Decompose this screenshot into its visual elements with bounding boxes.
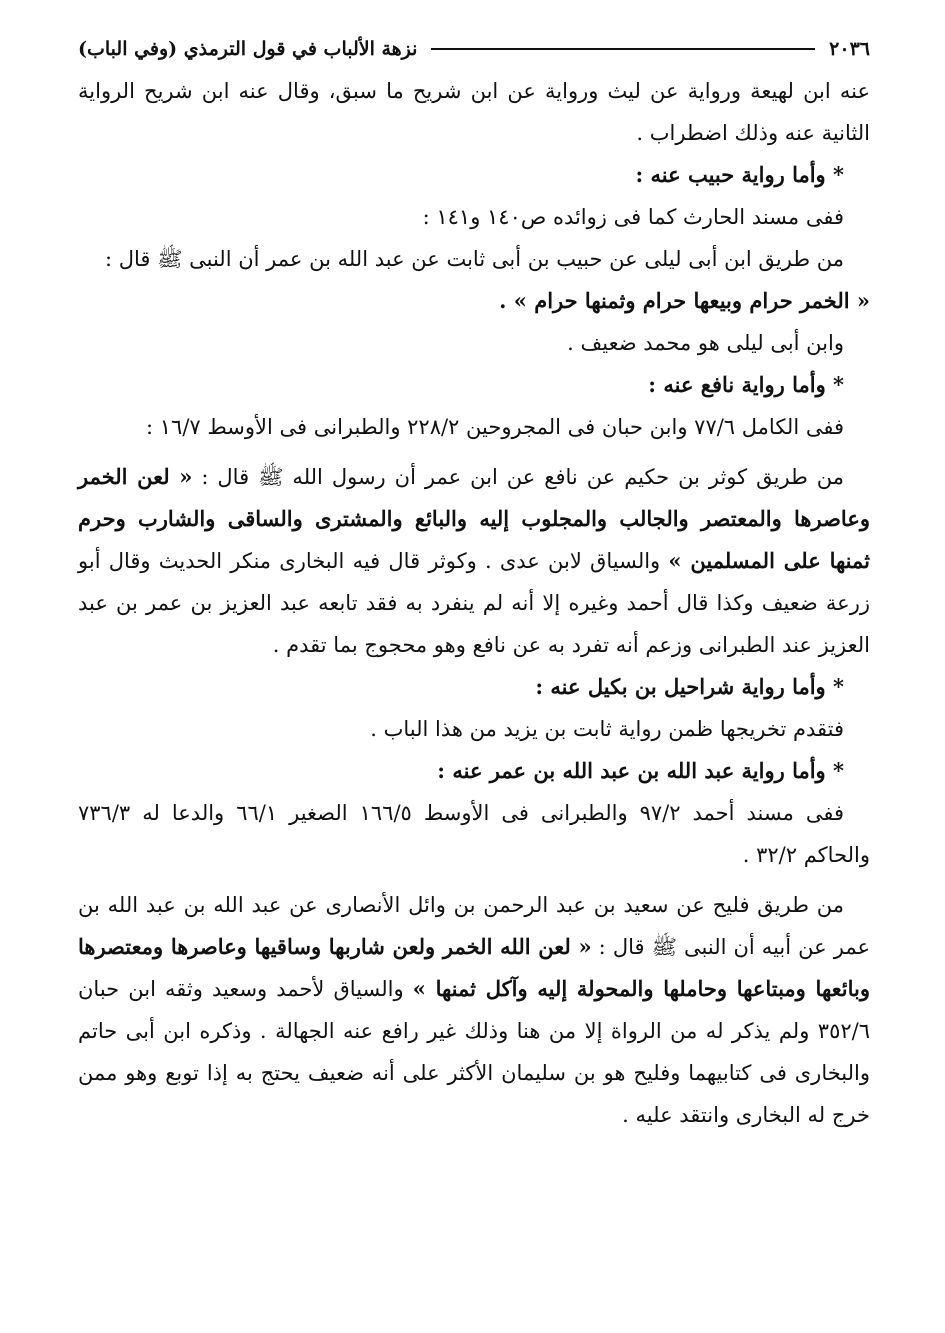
paragraph: وابن أبى ليلى هو محمد ضعيف . [567, 331, 844, 355]
paragraph: ففى مسند أحمد ٩٧/٢ والطبرانى فى الأوسط ١٦٦/٥ الصغير ٦٦/١ والدعا له ٧٣٦/٣ والحاكم ٣٢/٢ . [78, 801, 870, 867]
hadith-quote: « لعن الله الخمر ولعن شاربها وساقيها وعاصرها ومعتصرها وبائعها ومبتاعها وحاملها والمحولة إليه وآكل ثمنها » [78, 934, 870, 1001]
paragraph: عنه ابن لهيعة ورواية عن ليث ورواية عن ابن شريح ما سبق، وقال عنه ابن شريح الرواية الثانية عنه وذلك اضطراب . [78, 79, 870, 145]
paragraph: ففى مسند الحارث كما فى زوائده ص١٤٠ و١٤١ : [422, 205, 844, 229]
book-page [78, 28, 870, 1136]
section-heading: * وأما رواية عبد الله بن عبد الله بن عمر عنه : [437, 758, 844, 783]
section-heading: * وأما رواية حبيب عنه : [635, 162, 844, 187]
paragraph: من طريق ابن أبى ليلى عن حبيب بن أبى ثابت عن عبد الله بن عمر أن النبى ﷺ قال : [104, 247, 844, 271]
paragraph-text: من طريق كوثر بن حكيم عن نافع عن ابن عمر أن رسول الله ﷺ قال : [192, 465, 845, 489]
section-heading: * وأما رواية شراحيل بن بكيل عنه : [535, 674, 844, 699]
hadith-quote: « الخمر حرام وبيعها حرام وثمنها حرام » . [499, 288, 870, 313]
hadith-quote: « لعن الخمر وعاصرها والمعتصر والجالب والمجلوب إليه والبائع والمشترى والساقى والشارب وحرم ثمنها على المسلمين » [78, 464, 870, 573]
spacer [78, 876, 870, 884]
paragraph: ففى الكامل ٧٧/٦ وابن حبان فى المجروحين ٢٢٨/٢ والطبرانى فى الأوسط ١٦/٧ : [146, 415, 844, 439]
header-rule [431, 48, 815, 50]
running-title: نزهة الألباب في قول الترمذي (وفي الباب) [78, 38, 418, 60]
paragraph [78, 884, 870, 1136]
spacer [78, 448, 870, 456]
page-body [78, 70, 870, 1136]
paragraph: فتقدم تخريجها ظمن رواية ثابت بن يزيد من هذا الباب . [370, 717, 844, 741]
paragraph-text: والسياق لابن عدى . وكوثر قال فيه البخارى منكر الحديث وقال أبو زرعة ضعيف وكذا قال أحمد وغيره إلا أنه لم ينفرد به فقد تابعه عبد العزيز بن عمر بن عبد العزيز عند الطبرانى وزعم أنه تفرد به عن نافع وهو محجوج بما تقدم . [78, 549, 870, 657]
page-number: ٢٠٣٦ [829, 38, 870, 60]
page-header [78, 28, 870, 70]
paragraph-text: والسياق لأحمد وسعيد وثقه ابن حبان ٣٥٢/٦ ولم يذكر له من الرواة إلا من هنا وذلك غير رافع عنه الجهالة . وذكره ابن أبى حاتم والبخارى فى كتابيهما وفليح هو بن سليمان الأكثر على أنه ضعيف يحتج به إذا توبع وهو ممن خرج له البخارى وانتقد عليه . [78, 977, 870, 1127]
paragraph-text: من طريق فليح عن سعيد بن عبد الرحمن بن وائل الأنصارى عن عبد الله بن عبد الله بن عمر عن أبيه أن النبى ﷺ قال : [78, 893, 870, 959]
paragraph [78, 456, 870, 666]
section-heading: * وأما رواية نافع عنه : [648, 372, 844, 397]
